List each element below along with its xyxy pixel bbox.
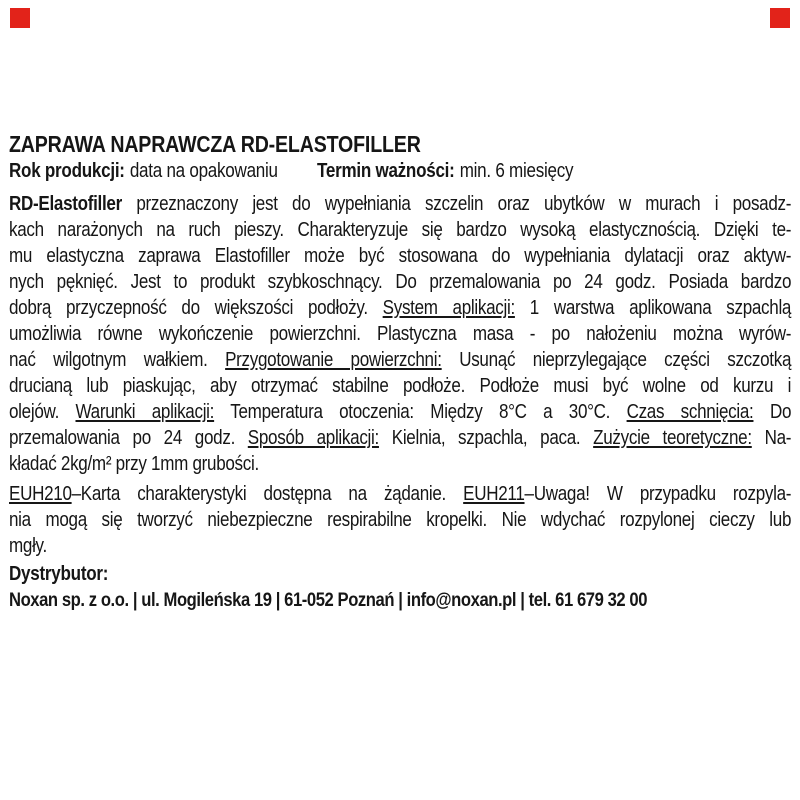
- text-line: [9, 425, 791, 451]
- text-run: Przygotowanie powierzchni:: [225, 349, 442, 371]
- corner-marker-right: [770, 8, 790, 28]
- text-line: [9, 373, 791, 399]
- expiry-value: min. 6 miesięcy: [459, 160, 574, 182]
- product-title: ZAPRAWA NAPRAWCZA RD-ELASTOFILLER: [9, 131, 421, 157]
- text-line: [9, 269, 791, 295]
- text-run: Sposób aplikacji:: [247, 427, 379, 449]
- text-run: RD-Elastofiller: [9, 193, 122, 215]
- text-run: 1 warstwa aplikowana szpachlą: [514, 297, 792, 319]
- text-run: dobrą przyczepność do większości podłoży.: [9, 297, 383, 319]
- text-run: Warunki aplikacji:: [75, 401, 215, 423]
- text-run: nać wilgotnym wałkiem.: [9, 349, 226, 371]
- text-run: –Karta charakterystyki dostępna na żądanie.: [71, 483, 464, 505]
- text-run: Na-: [751, 427, 792, 449]
- paragraph-description: [9, 191, 791, 477]
- text-run: kach narażonych na ruch pieszy. Charakteryzuje się bardzo wysoką elastycznością. Dzięki te-: [9, 219, 792, 241]
- text-run: mgły.: [9, 535, 47, 557]
- text-line: [9, 295, 791, 321]
- text-run: kładać 2kg/m² przy 1mm grubości.: [9, 453, 259, 475]
- text-line: [9, 533, 791, 559]
- product-meta-row: [9, 158, 791, 184]
- text-run: Zużycie teoretyczne:: [593, 427, 752, 449]
- production-date-label: Rok produkcji:: [9, 160, 125, 182]
- text-run: Usunąć nieprzylegające części szczotką: [441, 349, 792, 371]
- text-run: –Uwaga! W przypadku rozpyla-: [524, 483, 792, 505]
- text-line: [9, 347, 791, 373]
- text-run: przeznaczony jest do wypełniania szczelin oraz ubytków w murach i posadz-: [121, 193, 792, 215]
- production-date-group: [9, 158, 278, 184]
- text-run: nia mogą się tworzyć niebezpieczne respirabilne kropelki. Nie wdychać rozpylonej cieczy lub: [9, 509, 792, 531]
- text-line: [9, 191, 791, 217]
- distributor-info: Noxan sp. z o.o. | ul. Mogileńska 19 | 61-052 Poznań | info@noxan.pl | tel. 61 679 32 00: [9, 589, 648, 611]
- text-run: Kielnia, szpachla, paca.: [378, 427, 594, 449]
- text-run: EUH211: [463, 483, 525, 505]
- text-line: [9, 321, 791, 347]
- text-line: [9, 481, 791, 507]
- text-run: olejów.: [9, 401, 76, 423]
- text-line: [9, 243, 791, 269]
- text-line: [9, 399, 791, 425]
- text-run: przemalowania po 24 godz.: [9, 427, 248, 449]
- expiry-label: Termin ważności:: [316, 160, 455, 182]
- corner-marker-left: [10, 8, 30, 28]
- text-run: nych pęknięć. Jest to produkt szybkoschnący. Do przemalowania po 24 godz. Posiada bardzo: [9, 271, 792, 293]
- text-run: System aplikacji:: [382, 297, 515, 319]
- text-run: Czas schnięcia:: [626, 401, 754, 423]
- label-document: [9, 131, 791, 613]
- production-date-value: data na opakowaniu: [129, 160, 278, 182]
- text-run: umożliwia równe wykończenie powierzchni. Plastyczna masa - po nałożeniu można wyrów-: [9, 323, 792, 345]
- text-line: [9, 507, 791, 533]
- paragraph-euh-warnings: [9, 481, 791, 559]
- text-run: Do: [753, 401, 792, 423]
- expiry-group: [317, 158, 573, 184]
- distributor-label: Dystrybutor:: [9, 563, 109, 585]
- text-run: mu elastyczna zaprawa Elastofiller może być stosowana do wypełniania dylatacji oraz aktyw-: [9, 245, 792, 267]
- text-run: EUH210: [9, 483, 72, 505]
- text-run: drucianą lub piaskując, aby otrzymać stabilne podłoże. Podłoże musi być wolne od kurzu i: [9, 375, 792, 397]
- text-run: Temperatura otoczenia: Między 8°C a 30°C.: [214, 401, 627, 423]
- text-line: [9, 217, 791, 243]
- text-line: [9, 451, 791, 477]
